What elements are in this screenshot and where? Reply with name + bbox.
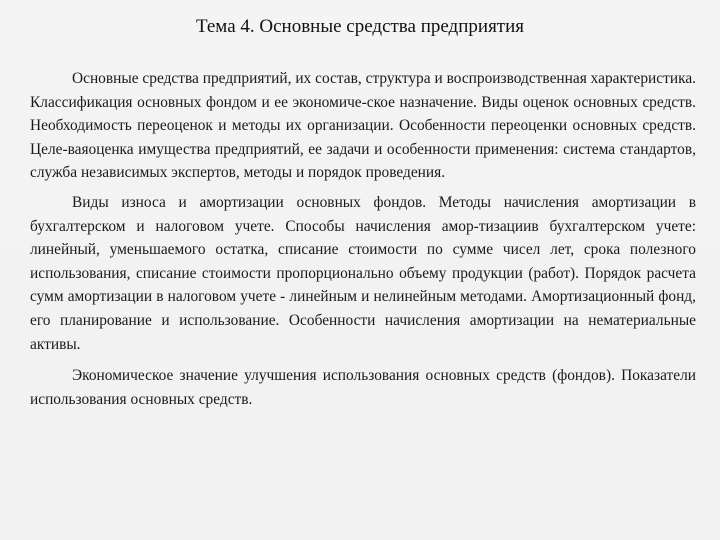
paragraph-fixed-assets: Основные средства предприятий, их состав, структура и воспроизводственная характеристика. Классификация основных фондом и ее экономиче-ское назначение. Виды оценок основных средств. Необходимость переоценок и методы их организации. Особенности переоценки основных средств. Целе-ваяоценка имущества предприятий, ее задачи и особенности применения: система стандартов, служба независимых экспертов, методы и порядок проведения. — [30, 70, 696, 182]
paragraph-depreciation: Виды износа и амортизации основных фондов. Методы начисления амортизации в бухгалтерском и налоговом учете. Способы начисления амор-тизациив бухгалтерском учете: линейный, уменьшаемого остатка, списание стоимости по сумме чисел лет, срока полезного использования, списание стоимости пропорционально объему продукции (работ). Порядок расчета сумм амортизации в налоговом учете - линейным и нелинейным методами. Амортизационный фонд, его планирование и использование. Особенности начисления амортизации на нематериальные активы. — [30, 193, 696, 353]
slide-body — [30, 67, 696, 411]
paragraph-usage-indicators: Экономическое значение улучшения использования основных средств (фондов). Показатели использования основных средств. — [30, 367, 696, 408]
slide-title: Тема 4. Основные средства предприятия — [195, 16, 525, 37]
